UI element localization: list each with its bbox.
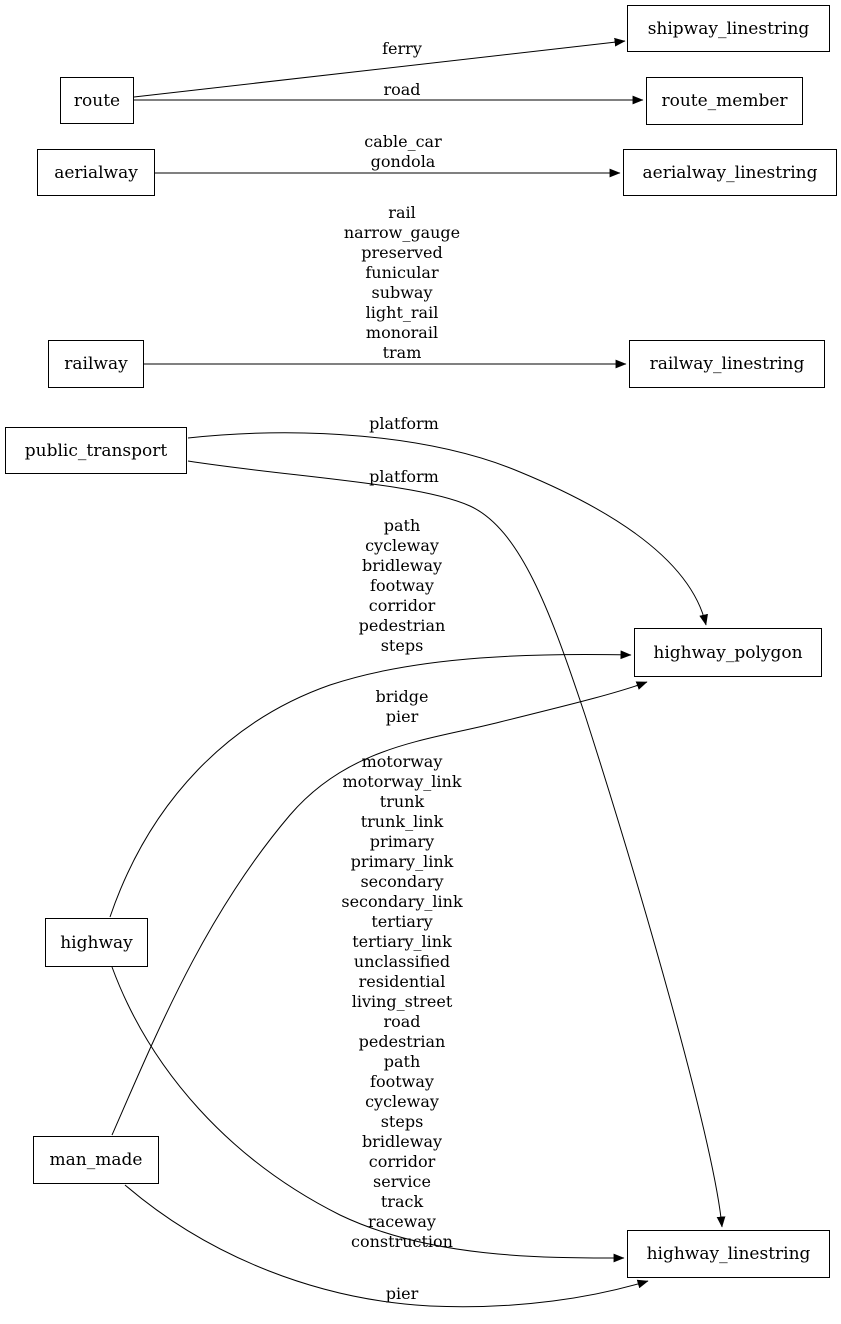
edge-label-line: light_rail: [365, 303, 439, 322]
edge-label-line: monorail: [365, 323, 439, 342]
node-aerialway-label: aerialway: [54, 162, 138, 183]
edge-label-line: gondola: [370, 152, 436, 171]
edge-label-line: bridleway: [361, 556, 443, 575]
edge-label-line: construction: [351, 1232, 453, 1251]
node-route: [60, 77, 134, 124]
node-highway: [45, 918, 148, 967]
edge-label-line: secondary: [360, 872, 444, 891]
edge-label-line: ferry: [382, 39, 422, 58]
edge-label-highway-to-highway_polygon: [359, 516, 446, 656]
node-shipway_linestring-label: shipway_linestring: [647, 18, 810, 39]
node-railway_linestring: [629, 340, 825, 388]
edge-label-line: funicular: [365, 263, 439, 282]
edge-label-line: service: [373, 1172, 431, 1191]
edge-label-line: steps: [380, 1112, 424, 1131]
edge-label-line: footway: [370, 576, 434, 595]
node-railway_linestring-label: railway_linestring: [649, 354, 805, 374]
edge-label-line: platform: [369, 467, 439, 486]
node-highway_polygon-label: highway_polygon: [653, 642, 803, 663]
edge-label-line: road: [383, 80, 421, 99]
edge-label-line: bridleway: [361, 1132, 443, 1151]
edge-label-line: footway: [370, 1072, 434, 1091]
edge-label-line: pedestrian: [358, 1032, 446, 1051]
node-man_made: [33, 1136, 159, 1184]
node-railway: [48, 340, 144, 388]
node-route_member-label: route_member: [661, 91, 788, 111]
edge-label-line: steps: [380, 636, 424, 655]
edge-label-route-to-shipway_linestring: [382, 39, 422, 59]
edge-label-line: motorway: [361, 752, 443, 771]
edge-label-line: corridor: [368, 1152, 436, 1171]
edge-label-line: road: [383, 1012, 421, 1031]
node-aerialway: [37, 149, 155, 196]
edge-label-line: tertiary_link: [352, 932, 452, 951]
edge-label-man_made-to-highway_linestring: [386, 1284, 418, 1304]
edge-label-line: preserved: [361, 243, 443, 262]
node-public_transport-label: public_transport: [24, 440, 168, 461]
edge-label-line: rail: [388, 203, 416, 222]
edge-label-line: path: [383, 1052, 421, 1071]
edge-route-to-shipway_linestring: [134, 41, 625, 97]
edge-label-line: pedestrian: [358, 616, 446, 635]
node-man_made-label: man_made: [49, 1150, 143, 1170]
edge-label-line: tertiary: [371, 912, 433, 931]
edge-label-line: track: [380, 1192, 424, 1211]
node-highway-label: highway: [60, 932, 133, 953]
edge-label-line: cycleway: [365, 536, 439, 555]
edge-label-line: primary: [369, 832, 435, 851]
edge-label-line: cycleway: [365, 1092, 439, 1111]
edge-label-public_transport-to-highway_polygon: [369, 414, 439, 434]
node-highway_linestring-label: highway_linestring: [646, 1244, 811, 1264]
edge-label-line: raceway: [368, 1212, 436, 1231]
node-public_transport: [5, 427, 187, 474]
edge-label-line: pier: [385, 707, 419, 726]
node-aerialway_linestring-label: aerialway_linestring: [642, 162, 818, 183]
edge-label-line: motorway_link: [342, 772, 462, 791]
node-route_member: [646, 77, 803, 125]
edge-label-public_transport-to-highway_linestring: [369, 467, 439, 487]
node-railway-label: railway: [64, 354, 128, 374]
node-aerialway_linestring: [623, 149, 837, 196]
node-route-label: route: [73, 90, 121, 111]
edge-label-railway-to-railway_linestring: [344, 203, 460, 363]
edge-label-line: pier: [385, 1284, 419, 1303]
edge-label-line: residential: [358, 972, 446, 991]
node-shipway_linestring: [627, 5, 830, 52]
edge-label-line: path: [383, 516, 421, 535]
edge-label-line: platform: [369, 414, 439, 433]
edge-label-line: unclassified: [353, 952, 451, 971]
edge-public_transport-to-highway_polygon: [188, 433, 706, 625]
edge-label-line: subway: [371, 283, 433, 302]
edge-label-line: bridge: [375, 687, 429, 706]
edge-label-line: narrow_gauge: [343, 223, 461, 242]
edge-label-man_made-to-highway_polygon: [376, 687, 429, 727]
edge-label-line: living_street: [351, 992, 453, 1011]
edge-label-line: trunk_link: [360, 812, 444, 831]
edge-label-line: tram: [382, 343, 422, 362]
edge-label-line: corridor: [368, 596, 436, 615]
edge-label-aerialway-to-aerialway_linestring: [364, 132, 441, 172]
edge-label-line: primary_link: [350, 852, 454, 871]
edge-label-highway-to-highway_linestring: [341, 752, 462, 1252]
edge-label-route-to-route_member: [383, 80, 420, 100]
edge-label-line: secondary_link: [341, 892, 463, 911]
node-highway_polygon: [634, 628, 822, 677]
node-highway_linestring: [627, 1230, 830, 1278]
edge-label-line: cable_car: [364, 132, 442, 151]
edge-label-line: trunk: [379, 792, 425, 811]
